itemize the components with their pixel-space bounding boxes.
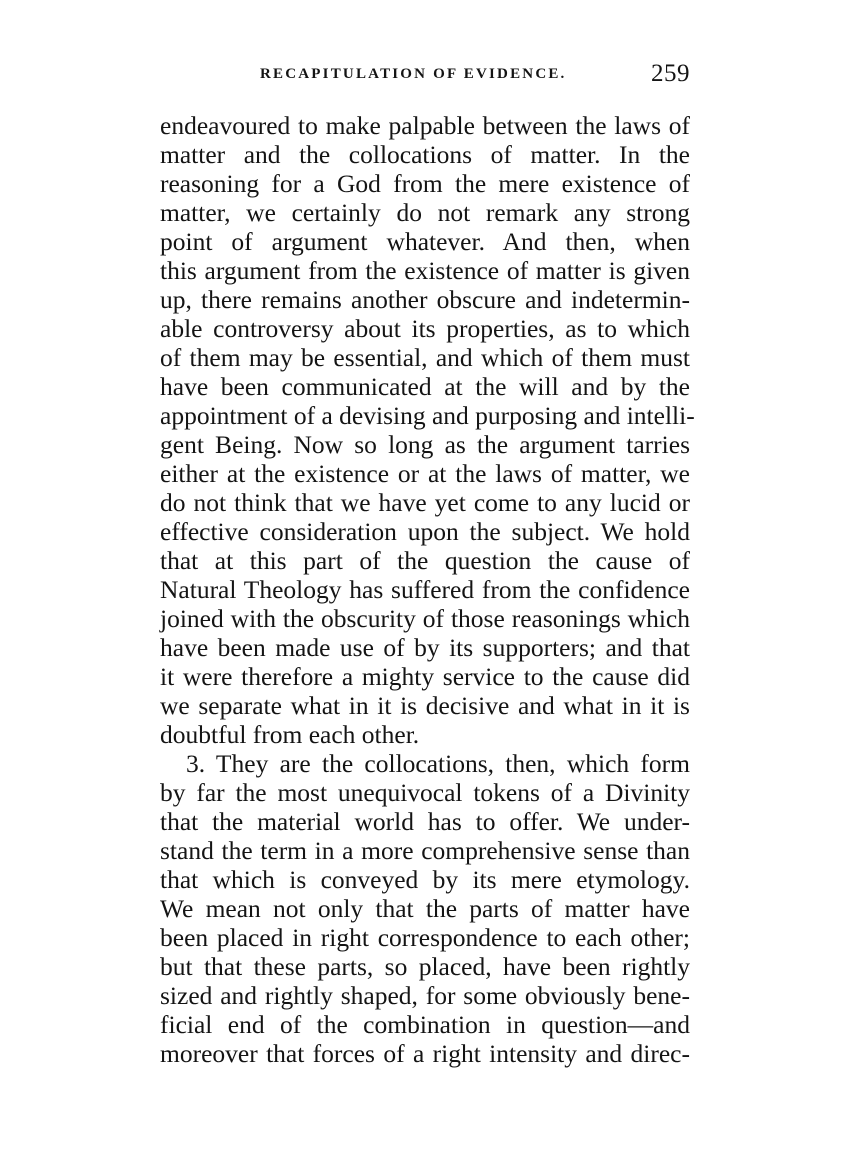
text-line: this argument from the existence of matter is given: [160, 256, 690, 285]
text-line: ficial end of the combination in question—and: [160, 1010, 690, 1039]
text-line: up, there remains another obscure and indetermin-: [160, 285, 690, 314]
running-title: RECAPITULATION OF EVIDENCE.: [260, 66, 567, 82]
text-line: it were therefore a mighty service to the cause did: [160, 662, 690, 691]
text-line: of them may be essential, and which of them must: [160, 343, 690, 372]
text-line: stand the term in a more comprehensive sense than: [160, 836, 690, 865]
text-line: moreover that forces of a right intensity and direc-: [160, 1039, 690, 1068]
text-line: reasoning for a God from the mere existence of: [160, 169, 690, 198]
page-number: 259: [651, 60, 690, 87]
text-line: point of argument whatever. And then, when: [160, 227, 690, 256]
text-line: appointment of a devising and purposing and intelli-: [160, 401, 695, 430]
text-line: have been communicated at the will and by the: [160, 372, 690, 401]
text-line: either at the existence or at the laws of matter, we: [160, 459, 690, 488]
text-line: endeavoured to make palpable between the laws of: [160, 111, 690, 140]
paragraph-first-line: 3. They are the collocations, then, which form: [186, 749, 690, 778]
text-line: that the material world has to offer. We under-: [160, 807, 690, 836]
text-line: We mean not only that the parts of matter have: [160, 894, 690, 923]
text-line: matter and the collocations of matter. In the: [160, 140, 690, 169]
text-line: matter, we certainly do not remark any strong: [160, 198, 690, 227]
text-line: do not think that we have yet come to any lucid or: [160, 488, 690, 517]
running-head: [160, 60, 690, 92]
text-line: been placed in right correspondence to each other;: [160, 923, 690, 952]
text-line: sized and rightly shaped, for some obviously bene-: [160, 981, 690, 1010]
text-line: have been made use of by its supporters; and that: [160, 633, 690, 662]
text-line: that at this part of the question the cause of: [160, 546, 690, 575]
text-line: we separate what in it is decisive and what in it is: [160, 691, 690, 720]
body-text: [160, 111, 695, 1068]
text-line: able controversy about its properties, as to which: [160, 314, 690, 343]
text-line: but that these parts, so placed, have been rightly: [160, 952, 690, 981]
text-line: by far the most unequivocal tokens of a Divinity: [160, 778, 690, 807]
text-line: that which is conveyed by its mere etymology.: [160, 865, 690, 894]
paragraph-last-line: doubtful from each other.: [160, 720, 420, 749]
text-line: Natural Theology has suffered from the confidence: [160, 575, 690, 604]
text-line: joined with the obscurity of those reasonings which: [160, 604, 690, 633]
text-line: gent Being. Now so long as the argument tarries: [160, 430, 690, 459]
text-line: effective consideration upon the subject. We hold: [160, 517, 690, 546]
